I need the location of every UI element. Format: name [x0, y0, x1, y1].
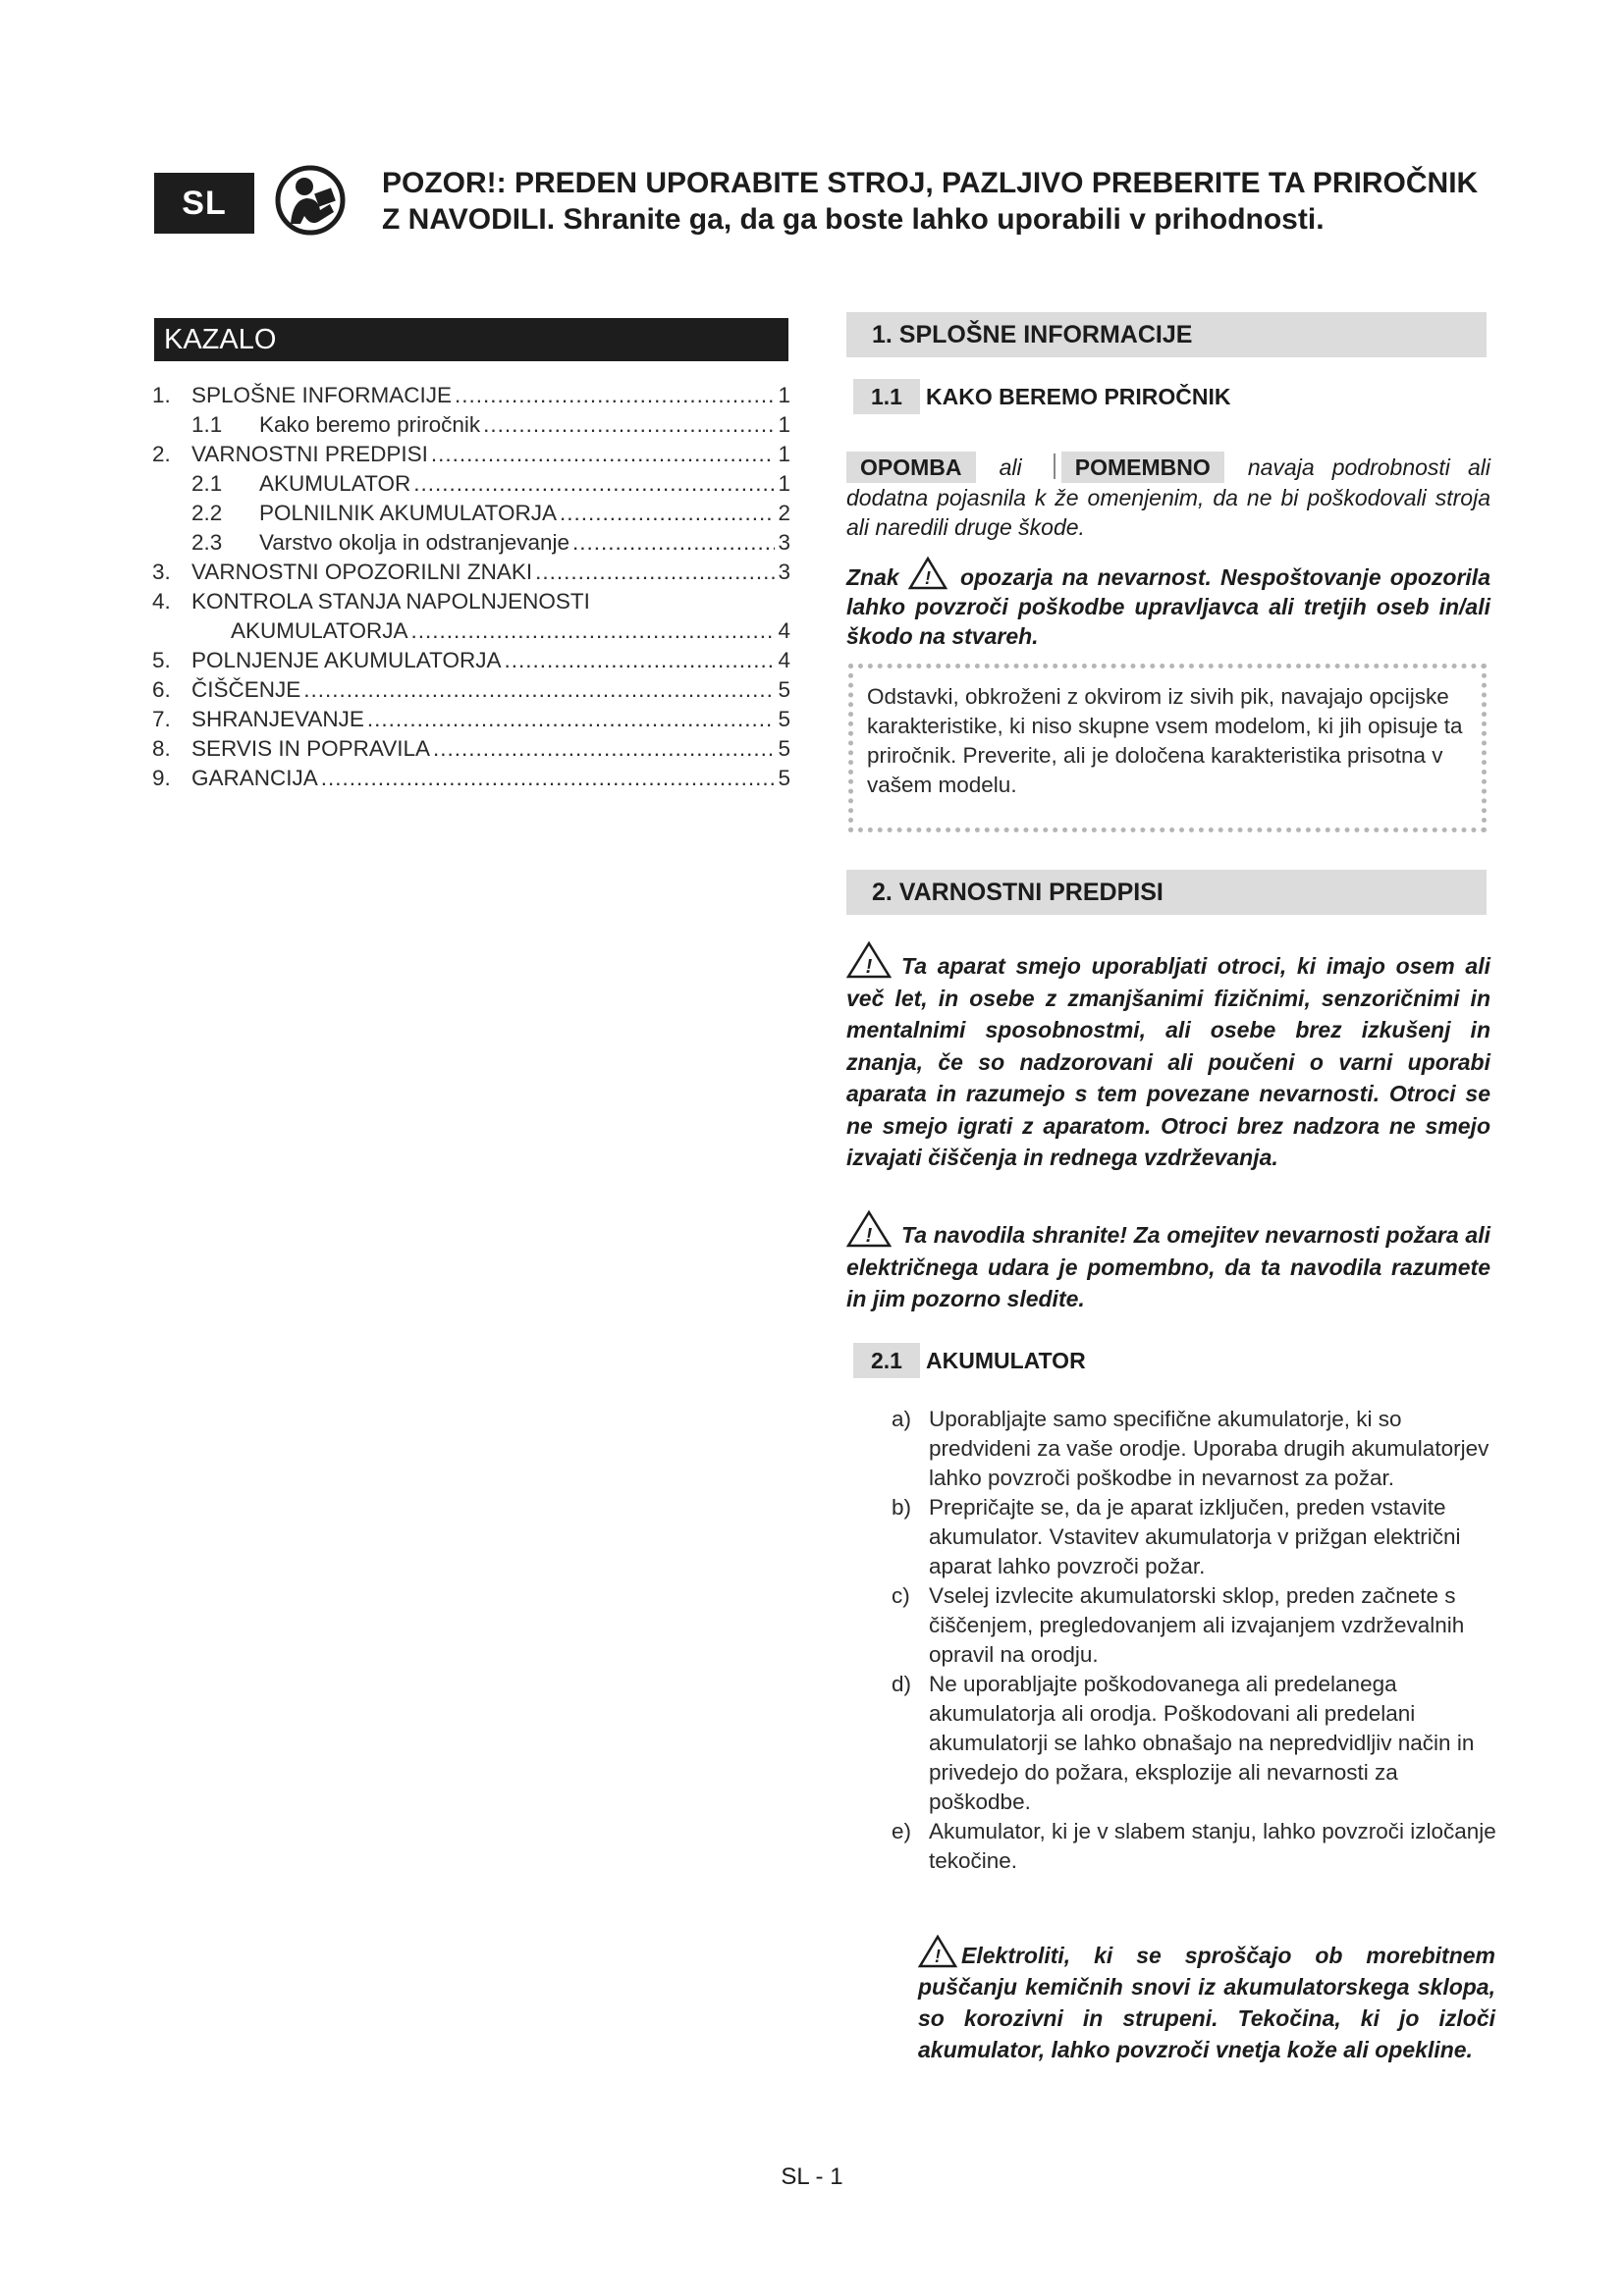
electrolyte-warning — [918, 1934, 1495, 2065]
warning-triangle-icon — [918, 1934, 957, 1969]
warning-triangle-icon — [846, 1209, 892, 1249]
toc-entry-title: AKUMULATORJA — [231, 618, 408, 643]
subsection-number: 1.1 — [853, 379, 920, 414]
list-item-letter: b) — [892, 1495, 912, 1520]
toc-entry-page: 3 — [778, 560, 790, 584]
optional-features-box — [848, 664, 1487, 832]
toc-entry — [152, 736, 790, 766]
list-item-text: Ne uporabljajte poškodovanega ali predelanega akumulatorja ali orodja. Poškodovani ali predelani akumulatorji se lahko obnašajo na nepredvidljiv način in privedejo do požara, eksplozije ali nevarnosti za poškodbe. — [929, 1672, 1475, 1814]
toc-entry-page: 4 — [778, 618, 790, 643]
toc-entry-title: Varstvo okolja in odstranjevanje — [259, 530, 570, 555]
toc-entry — [152, 442, 790, 471]
list-item-letter: a) — [892, 1407, 912, 1431]
toc-leader-dots — [303, 677, 775, 703]
toc-leader-dots — [535, 560, 775, 585]
note-tag: OPOMBA — [846, 452, 976, 483]
svg-text:!: ! — [865, 956, 873, 978]
toc-entry — [152, 412, 790, 442]
section-2-heading: 2. VARNOSTNI PREDPISI — [846, 870, 1487, 915]
toc-entry-page: 5 — [778, 707, 790, 731]
toc-entry-number: 4. — [152, 589, 171, 614]
toc-entry-page: 5 — [778, 736, 790, 761]
toc-leader-dots — [572, 530, 775, 556]
toc-leader-dots — [505, 648, 776, 673]
toc-leader-dots — [560, 501, 775, 526]
toc-entry-number: 3. — [152, 560, 171, 584]
list-item-text: Prepričajte se, da je aparat izključen, preden vstavite akumulator. Vstavitev akumulatorja v prižgan električni aparat lahko povzroči požar. — [929, 1495, 1461, 1578]
subsection-title: AKUMULATOR — [926, 1347, 1086, 1373]
page-number: SL - 1 — [781, 2163, 843, 2190]
optional-features-text: Odstavki, obkroženi z okvirom iz sivih pik, navajajo opcijske karakteristike, ki niso skupne vsem modelom, ki jih opisuje ta priročnik. Preverite, ali je določena karakteristika prisotna v vašem modelu. — [867, 684, 1463, 797]
toc-leader-dots — [410, 618, 775, 644]
danger-prefix: Znak — [846, 564, 899, 590]
note-ali: ali — [999, 454, 1022, 480]
warning-triangle-icon — [908, 556, 947, 591]
toc-leader-dots — [483, 412, 775, 438]
toc-entry-title: POLNJENJE AKUMULATORJA — [191, 648, 502, 672]
toc-entry-page: 3 — [778, 530, 790, 555]
safety-warning-2 — [846, 1209, 1490, 1315]
svg-text:!: ! — [865, 1225, 873, 1247]
toc-entry-title: SHRANJEVANJE — [191, 707, 364, 731]
toc-entry — [152, 530, 790, 560]
danger-text: opozarja na nevarnost. Nespoštovanje opozorila lahko povzroči poškodbe upravljavca ali tretjih oseb in/ali škodo na stvareh. — [846, 564, 1490, 649]
toc-title: KAZALO — [154, 318, 788, 361]
toc-entry-title: VARNOSTNI OPOZORILNI ZNAKI — [191, 560, 533, 584]
header-warning-line1: POZOR!: PREDEN UPORABITE STROJ, PAZLJIVO PREBERITE TA PRIROČNIK — [382, 167, 1479, 199]
list-item — [892, 1405, 1496, 1493]
toc-leader-dots — [433, 736, 775, 762]
table-of-contents — [152, 383, 790, 795]
toc-entry-page: 4 — [778, 648, 790, 672]
toc-entry-number: 2.2 — [191, 501, 223, 525]
toc-entry — [152, 648, 790, 677]
toc-entry-number: 9. — [152, 766, 171, 790]
list-item-letter: d) — [892, 1672, 912, 1696]
warning-triangle-icon — [846, 940, 892, 980]
toc-entry-number: 1. — [152, 383, 171, 407]
safety-warning-1-text: Ta aparat smejo uporabljati otroci, ki imajo osem ali več let, in osebe z zmanjšanimi fizičnimi, senzoričnimi in mentalnimi sposobnostmi, ali osebe brez izkušenj in znanja, če so nadzorovani ali poučeni o varni uporabi aparata in razumejo s tem povezane nevarnosti. Otroci se ne smejo igrati z aparatom. Otroci brez nadzora ne smejo izvajati čiščenja in rednega vzdrževanja. — [846, 953, 1490, 1170]
toc-entry — [152, 677, 790, 707]
toc-entry-number: 1.1 — [191, 412, 223, 437]
toc-leader-dots — [413, 471, 775, 497]
toc-leader-dots — [367, 707, 776, 732]
toc-entry — [152, 560, 790, 589]
toc-entry — [152, 589, 790, 618]
list-item-letter: c) — [892, 1583, 910, 1608]
toc-entry-title: Kako beremo priročnik — [259, 412, 481, 437]
section-1-heading: 1. SPLOŠNE INFORMACIJE — [846, 312, 1487, 357]
toc-entry-number: 8. — [152, 736, 171, 761]
safety-warning-2-text: Ta navodila shranite! Za omejitev nevarnosti požara ali električnega udara je pomembno, da ta navodila razumete in jim pozorno sledite. — [846, 1222, 1490, 1311]
toc-entry-number: 2.1 — [191, 471, 223, 496]
toc-leader-dots — [321, 766, 776, 791]
svg-text:!: ! — [935, 1947, 941, 1966]
toc-entry-page: 1 — [778, 412, 790, 437]
toc-entry-page: 5 — [778, 677, 790, 702]
toc-entry-title: ČIŠČENJE — [191, 677, 301, 702]
read-manual-icon — [275, 165, 346, 236]
header-warning — [382, 165, 1491, 238]
toc-entry-title: SERVIS IN POPRAVILA — [191, 736, 431, 761]
language-badge: SL — [154, 173, 254, 234]
battery-rules-list — [892, 1405, 1496, 1876]
danger-paragraph — [846, 556, 1490, 651]
toc-entry-number: 2.3 — [191, 530, 223, 555]
toc-entry-page: 1 — [778, 471, 790, 496]
subsection-number: 2.1 — [853, 1343, 920, 1378]
list-item — [892, 1493, 1496, 1581]
list-item — [892, 1670, 1496, 1817]
toc-entry — [152, 471, 790, 501]
list-item-text: Vselej izvlecite akumulatorski sklop, preden začnete s čiščenjem, pregledovanjem ali izvajanjem vzdrževalnih opravil na orodju. — [929, 1583, 1465, 1667]
list-item-letter: e) — [892, 1819, 912, 1843]
toc-entry-page: 1 — [778, 442, 790, 466]
toc-entry — [152, 501, 790, 530]
safety-warning-1 — [846, 940, 1490, 1174]
note-text: navaja podrobnosti ali dodatna pojasnila k že omenjenim, da ne bi poškodovali stroja ali naredili druge škode. — [846, 454, 1491, 540]
toc-entry — [152, 766, 790, 795]
important-tag: POMEMBNO — [1061, 452, 1224, 483]
subsection-title: KAKO BEREMO PRIROČNIK — [926, 383, 1231, 409]
toc-entry — [152, 383, 790, 412]
header-warning-line2: Z NAVODILI. Shranite ga, da ga boste lahko uporabili v prihodnosti. — [382, 203, 1325, 236]
list-item-text: Akumulator, ki je v slabem stanju, lahko povzroči izločanje tekočine. — [929, 1819, 1496, 1873]
toc-entry-number: 6. — [152, 677, 171, 702]
toc-entry-title: SPLOŠNE INFORMACIJE — [191, 383, 453, 407]
list-item — [892, 1817, 1496, 1876]
svg-text:!: ! — [924, 568, 931, 588]
toc-entry-title: GARANCIJA — [191, 766, 318, 790]
toc-entry-number: 2. — [152, 442, 171, 466]
note-paragraph — [846, 452, 1490, 542]
toc-entry — [152, 618, 790, 648]
toc-entry-title: AKUMULATOR — [259, 471, 411, 496]
subsection-1-1-heading — [853, 379, 1231, 414]
toc-entry-page: 2 — [778, 501, 790, 525]
toc-entry — [152, 707, 790, 736]
toc-entry-number: 7. — [152, 707, 171, 731]
list-item-text: Uporabljajte samo specifične akumulatorje, ki so predvideni za vaše orodje. Uporaba drugih akumulatorjev lahko povzroči poškodbe in nevarnost za požar. — [929, 1407, 1489, 1490]
electrolyte-warning-text: Elektroliti, ki se sproščajo ob morebitnem puščanju kemičnih snovi iz akumulatorskega sklopa, so korozivni in strupeni. Tekočina, ki jo izloči akumulator, lahko povzroči vnetja kože ali opekline. — [918, 1943, 1495, 2062]
toc-entry-page: 5 — [778, 766, 790, 790]
toc-entry-title: VARNOSTNI PREDPISI — [191, 442, 428, 466]
subsection-2-1-heading — [853, 1343, 1086, 1378]
toc-entry-title: POLNILNIK AKUMULATORJA — [259, 501, 558, 525]
toc-leader-dots — [431, 442, 776, 467]
toc-entry-number: 5. — [152, 648, 171, 672]
toc-entry-title: KONTROLA STANJA NAPOLNJENOSTI — [191, 589, 590, 614]
list-item — [892, 1581, 1496, 1670]
toc-leader-dots — [455, 383, 775, 408]
toc-entry-page: 1 — [778, 383, 790, 407]
